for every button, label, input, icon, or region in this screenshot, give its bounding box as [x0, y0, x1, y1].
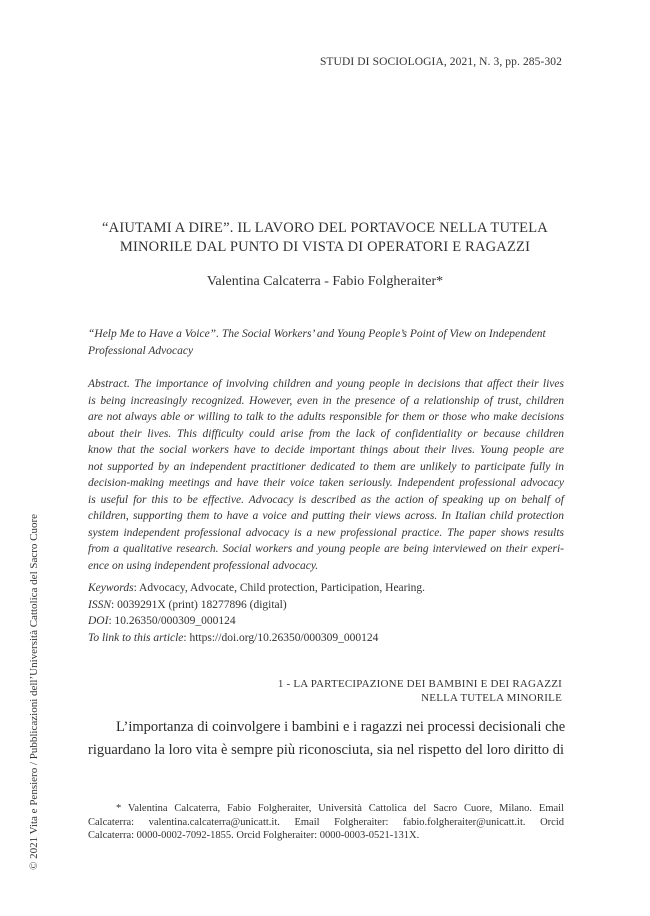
footnote-line-3: Calcaterra: 0000-0002-7092-1855. Orcid Folgheraiter: 0000-0003-0521-131X. — [88, 830, 420, 841]
abstract-line: know that the social workers have to decide important things about their lives. Young people are — [88, 444, 564, 456]
body-line-1: L’importanza di coinvolgere i bambini e i ragazzi nei processi decisionali che — [116, 719, 566, 735]
article-title-line-1: “AIUTAMI A DIRE”. IL LAVORO DEL PORTAVOCE NELLA TUTELA — [102, 220, 548, 236]
english-title — [88, 326, 564, 359]
english-title-line-1: “Help Me to Have a Voice”. The Social Workers’ and Young People’s Point of View on Independent — [88, 328, 546, 340]
body-line-2: riguardano la loro vita è sempre più riconosciuta, sia nel rispetto del loro diritto di — [88, 742, 564, 758]
abstract-line: ence on using independent professional advocacy. — [88, 559, 319, 572]
authors: Valentina Calcaterra - Fabio Folgheraiter* — [206, 274, 444, 289]
abstract-line: about their lives. This difficulty could arise from the lack of confidentiality or because children — [88, 427, 564, 440]
article-metadata — [88, 580, 564, 646]
article-title — [0, 219, 650, 257]
article-link-value[interactable]: : https://doi.org/10.26350/000309_000124 — [183, 631, 379, 644]
keywords-value: : Advocacy, Advocate, Child protection, Participation, Hearing. — [133, 582, 426, 594]
abstract-line: system independent professional advocacy is a new professional practice. The paper shows results — [88, 526, 564, 539]
keywords — [88, 580, 564, 597]
author-footnote — [88, 802, 564, 843]
journal-header: STUDI DI SOCIOLOGIA, 2021, N. 3, pp. 285-302 — [319, 56, 562, 68]
abstract-line: Abstract. The importance of involving children and young people in decisions that affect their lives — [88, 378, 564, 390]
abstract — [88, 376, 564, 574]
english-title-line-2: Professional Advocacy — [88, 344, 194, 357]
doi-value: : 10.26350/000309_000124 — [108, 615, 236, 627]
body-paragraph — [88, 716, 564, 762]
issn-value: : 0039291X (print) 18277896 (digital) — [111, 598, 287, 611]
issn — [88, 597, 564, 614]
doi — [88, 613, 564, 630]
footnote-line-2: Calcaterra: valentina.calcaterra@unicatt.it. Email Folgheraiter: fabio.folgheraiter@unicatt.it. Orcid — [88, 816, 564, 828]
article-link — [88, 630, 564, 647]
abstract-line: are not always able or willing to talk to the adults responsible for them or those who make decisions — [88, 411, 564, 423]
abstract-line: is being increasingly recognized. However, even in the presence of a relationship of trust, children — [88, 394, 564, 407]
abstract-line: not supported by an independent practitioner dedicated to them are unlikely to participate fully in — [88, 460, 564, 473]
abstract-line: children, supporting them to have a voice and putting their views across. In Italian child protection — [88, 510, 564, 522]
footnote-line-1: * Valentina Calcaterra, Fabio Folgheraiter, Università Cattolica del Sacro Cuore, Milano. Email — [116, 803, 564, 814]
abstract-line: decision-making meetings and have their voice taken seriously. Independent professional advocacy — [88, 477, 564, 489]
doi-label: DOI — [88, 615, 109, 627]
abstract-line: from a qualitative research. Social workers and young people are being interviewed on their experi- — [88, 543, 564, 555]
article-link-label: To link to this article — [88, 631, 184, 644]
abstract-line: is useful for this to be effective. Advocacy is described as the action of speaking up on behalf of — [88, 493, 564, 506]
copyright-sidebar: © 2021 Vita e Pensiero / Pubblicazioni dell’Università Cattolica del Sacro Cuore — [28, 513, 40, 870]
issn-label: ISSN — [88, 598, 111, 611]
keywords-label: Keywords — [88, 582, 134, 594]
section-heading-line-2: NELLA TUTELA MINORILE — [421, 691, 562, 704]
article-title-line-2: MINORILE DAL PUNTO DI VISTA DI OPERATORI E RAGAZZI — [119, 239, 531, 255]
section-heading — [182, 678, 562, 705]
section-heading-line-1: 1 - LA PARTECIPAZIONE DEI BAMBINI E DEI RAGAZZI — [277, 678, 562, 690]
